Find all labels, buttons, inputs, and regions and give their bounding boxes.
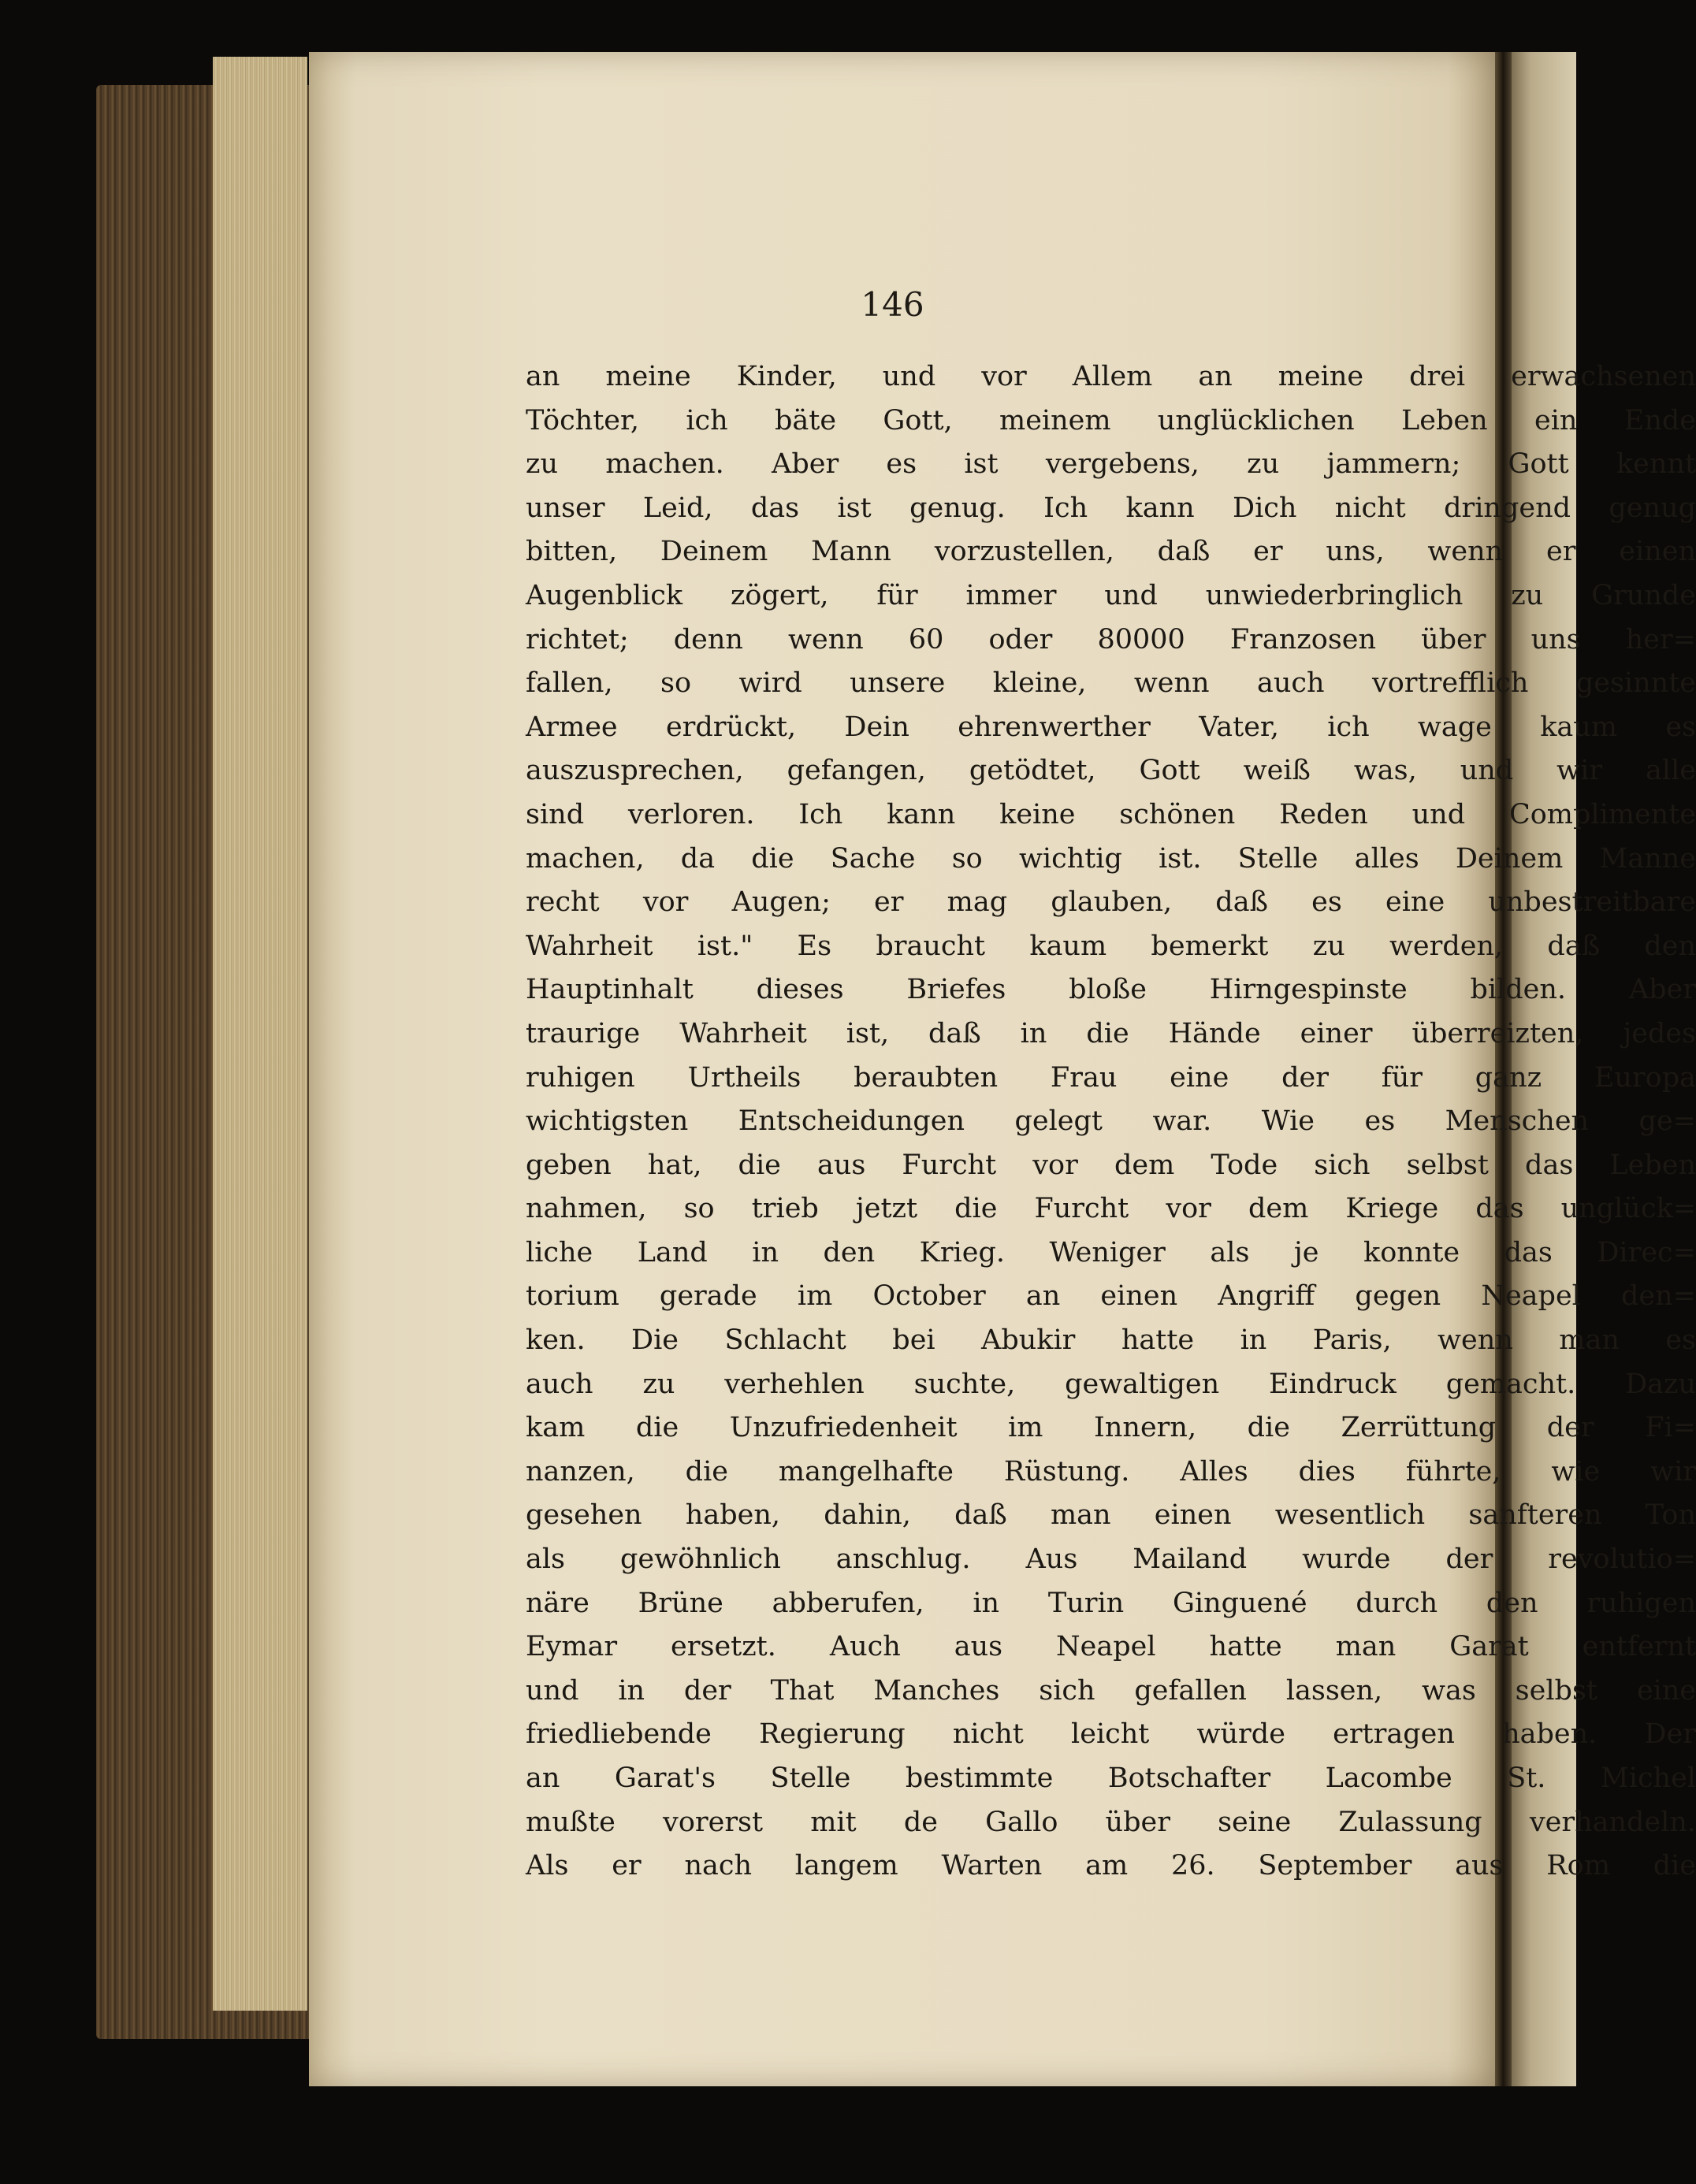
- text-line: näre Brüne abberufen, in Turin Ginguené durch den ruhigen: [526, 1587, 1696, 1619]
- text-line: gesehen haben, dahin, daß man einen wesentlich sanfteren Ton: [526, 1499, 1696, 1532]
- text-line: Wahrheit ist." Es braucht kaum bemerkt zu werden, daß den: [526, 930, 1696, 962]
- text-line: torium gerade im October an einen Angriff gegen Neapel den=: [526, 1280, 1696, 1313]
- text-line: unser Leid, das ist genug. Ich kann Dich nicht dringend genug: [526, 492, 1696, 524]
- page-stack-edges: [213, 57, 307, 2011]
- text-line: an Garat's Stelle bestimmte Botschafter Lacombe St. Michel: [526, 1762, 1696, 1794]
- text-line: an meine Kinder, und vor Allem an meine drei erwachsenen: [526, 361, 1696, 392]
- text-line: recht vor Augen; er mag glauben, daß es eine unbestreitbare: [526, 886, 1696, 919]
- text-line: Eymar ersetzt. Auch aus Neapel hatte man Garat entfernt: [526, 1631, 1696, 1663]
- text-line: Töchter, ich bäte Gott, meinem unglücklichen Leben ein Ende: [526, 404, 1696, 436]
- text-line: ruhigen Urtheils beraubten Frau eine der für ganz Europa: [526, 1061, 1696, 1094]
- text-line: auszusprechen, gefangen, getödtet, Gott weiß was, und wir alle: [526, 755, 1696, 787]
- text-line: kam die Unzufriedenheit im Innern, die Zerrüttung der Fi=: [526, 1412, 1696, 1444]
- text-line: Armee erdrückt, Dein ehrenwerther Vater, ich wage kaum es: [526, 711, 1696, 743]
- text-line: richtet; denn wenn 60 oder 80000 Franzosen über uns her=: [526, 623, 1696, 656]
- text-line: traurige Wahrheit ist, daß in die Hände einer überreizten, jedes: [526, 1017, 1696, 1049]
- text-line: nanzen, die mangelhafte Rüstung. Alles dies führte, wie wir: [526, 1455, 1696, 1488]
- body-text: [526, 355, 1696, 1889]
- text-line: nahmen, so trieb jetzt die Furcht vor dem Kriege das unglück=: [526, 1193, 1696, 1225]
- text-line: wichtigsten Entscheidungen gelegt war. Wie es Menschen ge=: [526, 1105, 1696, 1138]
- text-line: auch zu verhehlen suchte, gewaltigen Eindruck gemacht. Dazu: [526, 1368, 1696, 1400]
- text-line: zu machen. Aber es ist vergebens, zu jammern; Gott kennt: [526, 448, 1696, 481]
- text-line: fallen, so wird unsere kleine, wenn auch vortrefflich gesinnte: [526, 667, 1696, 700]
- text-line: sind verloren. Ich kann keine schönen Reden und Complimente: [526, 798, 1696, 830]
- text-line: und in der That Manches sich gefallen lassen, was selbst eine: [526, 1674, 1696, 1707]
- text-line: machen, da die Sache so wichtig ist. Stelle alles Deinem Manne: [526, 842, 1696, 875]
- text-line: liche Land in den Krieg. Weniger als je konnte das Direc=: [526, 1236, 1696, 1268]
- text-line: mußte vorerst mit de Gallo über seine Zulassung verhandeln.: [526, 1806, 1696, 1838]
- text-line: Hauptinhalt dieses Briefes bloße Hirngespinste bilden. Aber: [526, 974, 1696, 1006]
- text-line: Als er nach langem Warten am 26. September aus Rom die: [526, 1850, 1696, 1882]
- text-line: geben hat, die aus Furcht vor dem Tode sich selbst das Leben: [526, 1149, 1696, 1181]
- printed-page: [309, 52, 1696, 2086]
- text-line: ken. Die Schlacht bei Abukir hatte in Paris, wenn man es: [526, 1324, 1696, 1357]
- text-line: friedliebende Regierung nicht leicht würde ertragen haben. Der: [526, 1718, 1696, 1751]
- page-number: 146: [861, 285, 924, 324]
- text-line: bitten, Deinem Mann vorzustellen, daß er uns, wenn er einen: [526, 536, 1696, 568]
- text-line: als gewöhnlich anschlug. Aus Mailand wurde der revolutio=: [526, 1543, 1696, 1576]
- text-line: Augenblick zögert, für immer und unwiederbringlich zu Grunde: [526, 579, 1696, 611]
